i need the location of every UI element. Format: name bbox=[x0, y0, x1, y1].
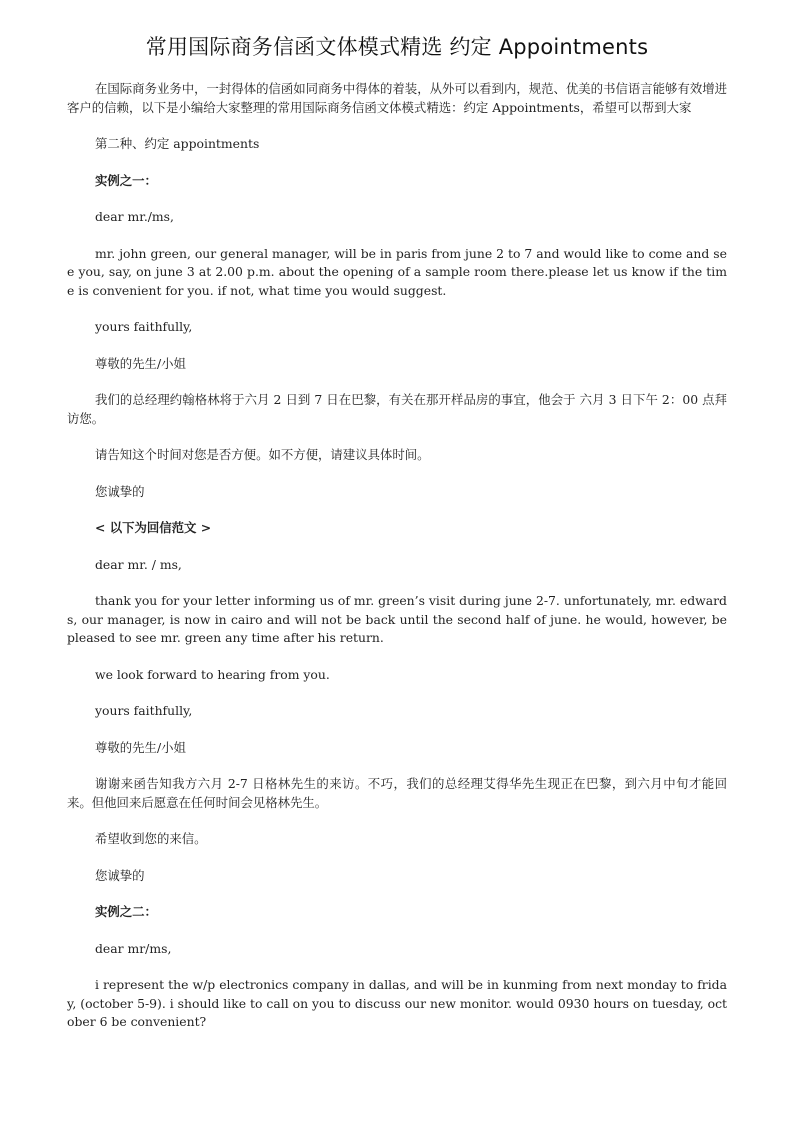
reply-heading: < 以下为回信范文 > bbox=[95, 520, 212, 535]
reply-salutation-cn: 尊敬的先生/小姐 bbox=[95, 739, 186, 755]
reply-body-cn: 谢谢来函告知我方六月 2-7 日格林先生的来访。不巧，我们的总经理艾得华先生现正在巴黎，到六月中旬才能回来。但他回来后愿意在任何时间会见格林先生。 bbox=[67, 776, 727, 810]
letter-body: mr. john green, our general manager, will be in paris from june 2 to 7 and would like to come and see you, say, on june 3 at 2.00 p.m. about the opening of a sample room there.please let us know if the time is convenient for you. if not, what time you would suggest. bbox=[67, 245, 727, 298]
letter-salutation-cn: 尊敬的先生/小姐 bbox=[95, 355, 186, 371]
example-heading-2: 实例之二： bbox=[95, 904, 157, 919]
letter-closing-cn: 您诚挚的 bbox=[95, 483, 145, 499]
reply-closing-cn: 您诚挚的 bbox=[95, 867, 145, 883]
reply-closing: yours faithfully, bbox=[95, 703, 193, 718]
letter-closing: yours faithfully, bbox=[95, 319, 193, 334]
letter2-salutation: dear mr/ms, bbox=[95, 940, 172, 956]
letter2-body: i represent the w/p electronics company in dallas, and will be in kunming from next monday to friday, (october 5-9). i should like to call on you to discuss our new monitor. would 0930 hours on tuesday, october 6 be convenient? bbox=[67, 977, 727, 1029]
section-heading: 第二种、约定 appointments bbox=[95, 136, 260, 151]
letter-body-cn: 我们的总经理约翰格林将于六月 2 日到 7 日在巴黎，有关在那开样品房的事宜，他会于 六月 3 日下午 2：00 点拜访您。 bbox=[67, 392, 727, 426]
reply-salutation: dear mr. / ms, bbox=[95, 556, 182, 572]
example-heading-1: 实例之一： bbox=[95, 172, 157, 188]
letter-salutation: dear mr./ms, bbox=[95, 209, 174, 224]
intro-paragraph: 在国际商务业务中，一封得体的信函如同商务中得体的着装，从外可以看到内，规范、优美的书信语言能够有效增进客户的信赖，以下是小编给大家整理的常用国际商务信函文体模式精选：约定 Appointments，希望可以帮到大家 bbox=[67, 81, 727, 115]
letter-request-cn: 请告知这个时间对您是否方便。如不方便，请建议具体时间。 bbox=[95, 447, 430, 462]
reply-body: thank you for your letter informing us of mr. green’s visit during june 2-7. unfortunately, mr. edwards, our manager, is now in cairo and will not be back until the second half of june. he would, however, be pleased to see mr. green any time after his return. bbox=[67, 593, 727, 645]
document-title: 常用国际商务信函文体模式精选 约定 Appointments bbox=[145, 35, 649, 59]
document-body bbox=[67, 80, 727, 1050]
reply-look-forward: we look forward to hearing from you. bbox=[95, 666, 330, 682]
reply-look-forward-cn: 希望收到您的来信。 bbox=[95, 831, 207, 846]
